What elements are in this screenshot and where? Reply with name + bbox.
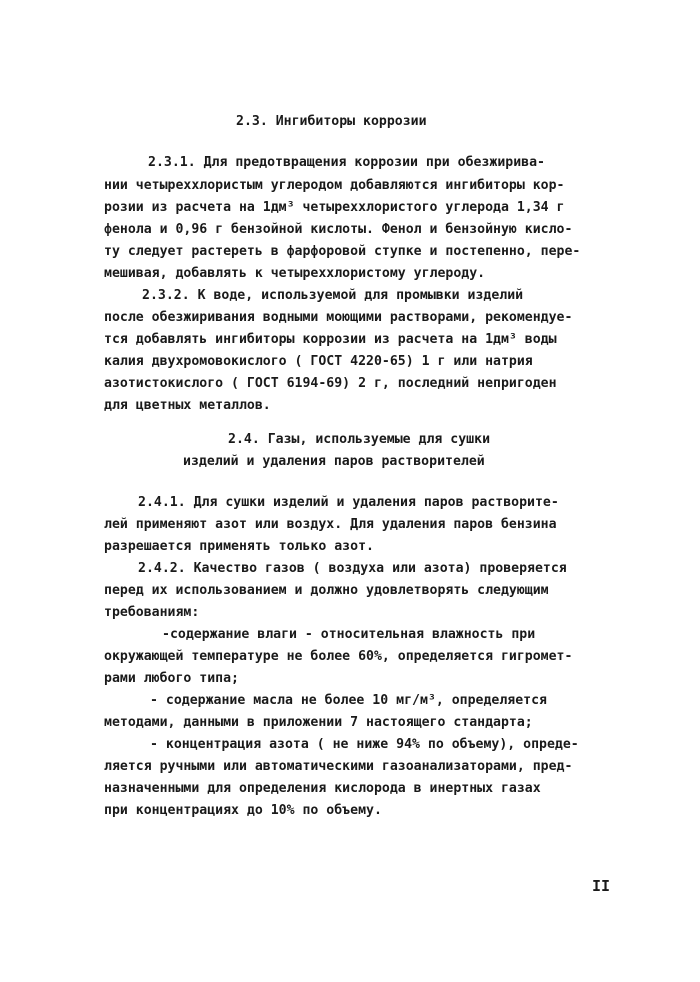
text-line: после обезжиривания водными моющими растворами, рекомендуе-: [104, 310, 573, 325]
text-line: рами любого типа;: [104, 671, 239, 686]
text-line: 2.3.1. Для предотвращения коррозии при обезжирива-: [148, 155, 545, 170]
section-heading-2-4-line2: изделий и удаления паров растворителей: [183, 454, 485, 469]
text-line: ту следует растереть в фарфоровой ступке и постепенно, пере-: [104, 244, 581, 259]
text-line: розии из расчета на 1дм³ четыреххлористого углерода 1,34 г: [104, 200, 565, 215]
text-line: 2.4.2. Качество газов ( воздуха или азота) проверяется: [138, 561, 567, 576]
text-line: мешивая, добавлять к четыреххлористому углероду.: [104, 266, 486, 281]
text-line: при концентрациях до 10% по объему.: [104, 803, 382, 818]
text-line: тся добавлять ингибиторы коррозии из расчета на 1дм³ воды: [104, 332, 557, 347]
text-line: требованиям:: [104, 605, 200, 620]
text-line: перед их использованием и должно удовлетворять следующим: [104, 583, 549, 598]
text-line: калия двухромовокислого ( ГОСТ 4220-65) 1 г или натрия: [104, 354, 533, 369]
text-line: лей применяют азот или воздух. Для удаления паров бензина: [104, 517, 557, 532]
page-number: II: [592, 877, 611, 895]
text-line: -содержание влаги - относительная влажность при: [162, 627, 536, 642]
text-line: для цветных металлов.: [104, 398, 271, 413]
text-line: 2.3.2. К воде, используемой для промывки изделий: [142, 288, 524, 303]
section-heading-2-4-line1: 2.4. Газы, используемые для сушки: [228, 432, 491, 447]
text-line: окружающей температуре не более 60%, определяется гигромет-: [104, 649, 573, 664]
text-line: нии четыреххлористым углеродом добавляются ингибиторы кор-: [104, 178, 565, 193]
text-line: назначенными для определения кислорода в инертных газах: [104, 781, 541, 796]
text-line: фенола и 0,96 г бензойной кислоты. Фенол и бензойную кисло-: [104, 222, 573, 237]
text-line: методами, данными в приложении 7 настоящего стандарта;: [104, 715, 533, 730]
text-line: ляется ручными или автоматическими газоанализаторами, пред-: [104, 759, 573, 774]
text-line: разрешается применять только азот.: [104, 539, 374, 554]
text-line: - концентрация азота ( не ниже 94% по объему), опреде-: [150, 737, 579, 752]
text-line: 2.4.1. Для сушки изделий и удаления паров растворите-: [138, 495, 559, 510]
section-heading-2-3: 2.3. Ингибиторы коррозии: [236, 114, 427, 129]
text-line: азотистокислого ( ГОСТ 6194-69) 2 г, последний непригоден: [104, 376, 557, 391]
text-line: - содержание масла не более 10 мг/м³, определяется: [150, 693, 547, 708]
